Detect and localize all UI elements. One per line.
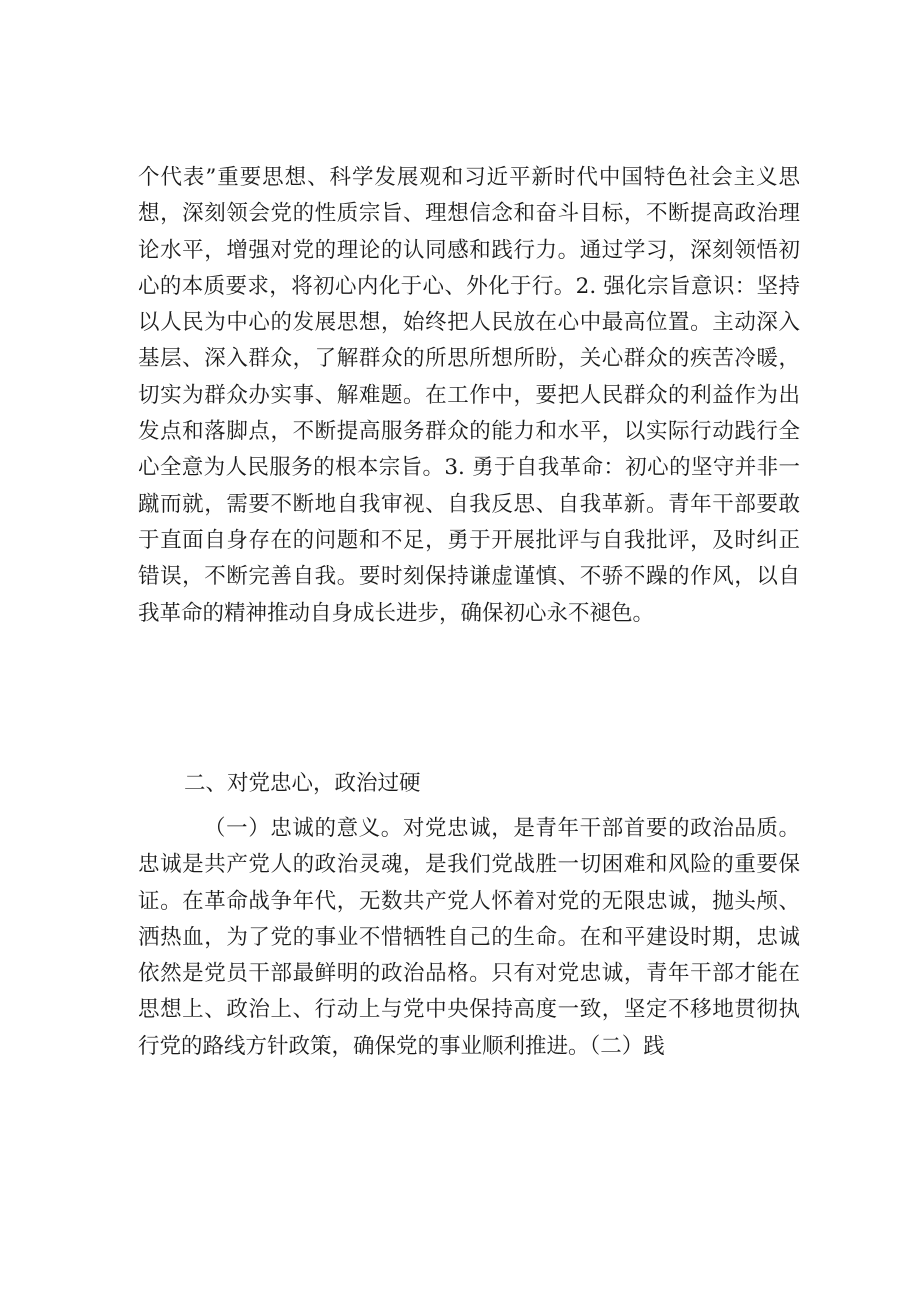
body-paragraph-2: （一）忠诚的意义。对党忠诚，是青年干部首要的政治品质。忠诚是共产党人的政治灵魂，是我们党战胜一切困难和风险的重要保证。在革命战争年代，无数共产党人怀着对党的无限忠诚，抛头颅、洒热血，为了党的事业不惜牺牲自己的生命。在和平建设时期，忠诚依然是党员干部最鲜明的政治品格。只有对党忠诚，青年干部才能在思想上、政治上、行动上与党中央保持高度一致，坚定不移地贯彻执行党的路线方针政策，确保党的事业顺利推进。（二）践	[138, 816, 800, 1059]
body-paragraph-1: 个代表”重要思想、科学发展观和习近平新时代中国特色社会主义思想，深刻领会党的性质宗旨、理想信念和奋斗目标，不断提高政治理论水平，增强对党的理论的认同感和践行力。通过学习，深刻领悟初心的本质要求，将初心内化于心、外化于行。2. 强化宗旨意识：坚持以人民为中心的发展思想，始终把人民放在心中最高位置。主动深入基层、深入群众，了解群众的所思所想所盼，关心群众的疾苦冷暖，切实为群众办实事、解难题。在工作中，要把人民群众的利益作为出发点和落脚点，不断提高服务群众的能力和水平，以实际行动践行全心全意为人民服务的根本宗旨。3. 勇于自我革命：初心的坚守并非一蹴而就，需要不断地自我审视、自我反思、自我革新。青年干部要敢于直面自身存在的问题和不足，勇于开展批评与自我批评，及时纠正错误，不断完善自我。要时刻保持谦虚谨慎、不骄不躁的作风，以自我革命的精神推动自身成长进步，确保初心永不褪色。	[138, 165, 800, 626]
section-heading: 二、对党忠心，政治过硬	[184, 771, 421, 796]
